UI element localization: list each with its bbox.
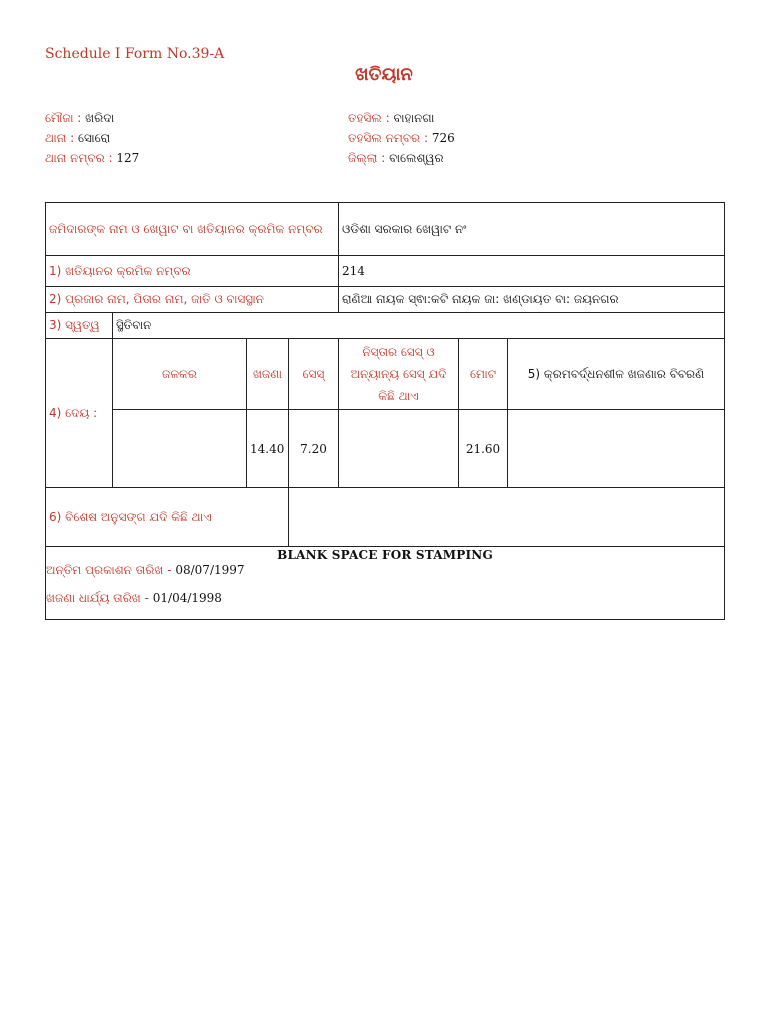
right-label: 3) ସ୍ୱତ୍ୱ	[46, 313, 113, 339]
dues-header-progressive-rent: 5) କ୍ରମବର୍ଦ୍ଧନଶୀଳ ଖଜଣାର ବିବରଣି	[508, 339, 725, 410]
thana-value: ସୋରୋ	[78, 131, 111, 145]
dues-label: 4) ଦେୟ :	[46, 339, 113, 488]
tahasil-number-value: 726	[431, 131, 455, 145]
dues-value-cess: 7.20	[289, 410, 339, 488]
dues-header-total: ମୋଟ	[459, 339, 508, 410]
table-row-dues-header	[46, 339, 725, 410]
info-tahasil	[348, 108, 455, 128]
district-value: ବାଲେଶ୍ୱର	[389, 151, 444, 165]
table-row-stamping	[46, 547, 725, 620]
landlord-value: ଓଡିଶା ସରକାର ଖେୱାଟ ନଂ	[339, 203, 725, 256]
khatiyan-serial-value: 214	[339, 256, 725, 287]
khatiyan-serial-label: 1) ଖତିୟାନର କ୍ରମିକ ନମ୍ବର	[46, 256, 339, 287]
dues-header-nistar-cess: ନିସ୍ତାର ସେସ୍ ଓ ଅନ୍ୟାନ୍ୟ ସେସ୍ ଯଦି କିଛି ଥାଏ	[339, 339, 459, 410]
tenant-value: ରାଣିଆ ନାୟକ ସ୍ଵା:କଟି ନାୟକ ଜା: ଖଣ୍ଡାୟତ ବା: ଜୟନଗର	[339, 287, 725, 313]
page-title: ଖତିୟାନ	[355, 64, 413, 85]
final-publication-label: ଅନ୍ତିମ ପ୍ରକାଶନ ତାରିଖ -	[46, 563, 172, 577]
table-row-dues-values	[46, 410, 725, 488]
dues-header-water-tax: ଜଳକର	[113, 339, 247, 410]
right-value: ସ୍ଥିତିବାନ	[113, 313, 725, 339]
mouza-value: ଖରିଦା	[85, 111, 115, 125]
info-right-block	[348, 108, 455, 168]
dues-value-rent: 14.40	[247, 410, 289, 488]
dues-header-cess: ସେସ୍	[289, 339, 339, 410]
landlord-label: ଜମିଦାରଙ୍କ ନାମ ଓ ଖେୱାଟ ବା ଖତିୟାନର କ୍ରମିକ ନମ୍ବର	[46, 203, 339, 256]
table-row-khatiyan-serial	[46, 256, 725, 287]
dues-header-rent: ଖଜଣା	[247, 339, 289, 410]
table-row-landlord	[46, 203, 725, 256]
remarks-value	[289, 488, 725, 547]
thana-label: ଥାନା :	[45, 131, 75, 145]
table-row-right	[46, 313, 725, 339]
khatiyan-table	[45, 202, 725, 620]
district-label: ଜିଲ୍ଲା :	[348, 151, 386, 165]
info-left-block	[45, 108, 139, 168]
rent-fixation-date: 01/04/1998	[152, 591, 222, 605]
rent-fixation-label: ଖଜଣା ଧାର୍ଯ୍ୟ ତାରିଖ -	[46, 591, 149, 605]
stamping-area	[46, 547, 725, 620]
info-tahasil-number	[348, 128, 455, 148]
dues-value-total: 21.60	[459, 410, 508, 488]
dues-value-nistar-cess	[339, 410, 459, 488]
tahasil-number-label: ତହସିଲ ନମ୍ବର :	[348, 131, 429, 145]
mouza-label: ମୌଜା :	[45, 111, 82, 125]
table-row-remarks	[46, 488, 725, 547]
tahasil-value: ବାହାନଗା	[393, 111, 435, 125]
tenant-label: 2) ପ୍ରଜାର ନାମ, ପିତାର ନାମ, ଜାତି ଓ ବାସସ୍ଥାନ	[46, 287, 339, 313]
info-thana	[45, 128, 139, 148]
final-publication-date: 08/07/1997	[175, 563, 245, 577]
rent-fixation-line	[46, 584, 724, 612]
dues-value-progressive-rent	[508, 410, 725, 488]
info-thana-number	[45, 148, 139, 168]
dues-value-water-tax	[113, 410, 247, 488]
remarks-label: 6) ବିଶେଷ ଅନୁସଙ୍ଗ ଯଦି କିଛି ଥାଏ	[46, 488, 289, 547]
info-mouza	[45, 108, 139, 128]
thana-number-label: ଥାନା ନମ୍ବର :	[45, 151, 113, 165]
form-number: Schedule I Form No.39-A	[45, 46, 225, 62]
thana-number-value: 127	[116, 151, 140, 165]
tahasil-label: ତହସିଲ :	[348, 111, 390, 125]
stamping-title: BLANK SPACE FOR STAMPING	[277, 548, 493, 562]
table-row-tenant	[46, 287, 725, 313]
info-district	[348, 148, 455, 168]
